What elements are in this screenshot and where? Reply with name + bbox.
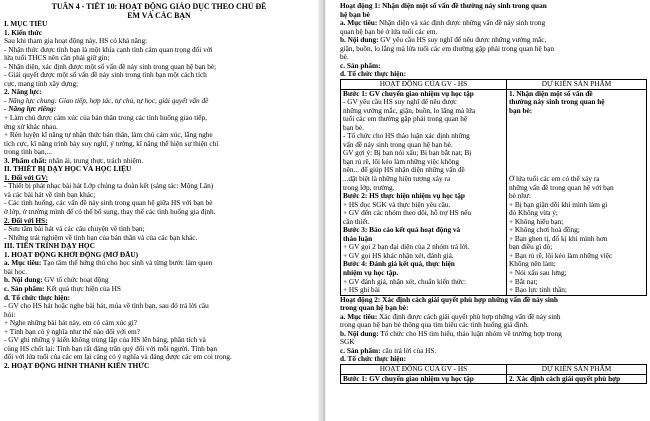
- left-text-line: - Nhận thức được tình bạn là một khía cạnh tình cảm quan trọng đối với: [4, 45, 213, 54]
- activity-step-line: Bước 1: GV chuyển giao nhiệm vụ học tập: [343, 89, 474, 98]
- activity1-text-line: hệ bạn bè: [340, 10, 370, 19]
- product-line: [509, 149, 644, 158]
- left-text-line: cùng HS chốt lại: Tình bạn rất đáng trân quý đối với mỗi người. Tình bạn: [4, 344, 218, 353]
- product-line: + Bị bạn giận dỗi khi mình làm gì: [509, 200, 608, 209]
- table-header-product: DỰ KIẾN SẢN PHẨM: [507, 79, 647, 89]
- activity-step-line: GV gợi ý: Bị bạn nói xấu; Bị bạn bắt nạt; Bị: [343, 149, 472, 158]
- left-text-line: - Sưu tầm bài hát và các câu chuyện về tình bạn;: [4, 225, 145, 234]
- table-header-activity: HOẠT ĐỘNG CỦA GV - HS: [341, 79, 507, 89]
- left-text-line: I. MỤC TIÊU: [4, 20, 48, 28]
- product-line: + Bạn ghen tị, đố kị khi mình hơn: [509, 234, 608, 243]
- activity-1-section: [340, 2, 646, 79]
- activity2-text-line: b. Nội dung: Tổ chức cho HS tìm hiểu, thảo luận nhóm về trường hợp trong: [340, 329, 562, 338]
- activity2-text-line: trong quan hệ bạn bè thông qua tìm hiểu các tình huống giả định.: [340, 321, 529, 330]
- left-text-line: cực, mang tính xây dựng;: [4, 79, 79, 88]
- left-document-page: [0, 0, 318, 421]
- activity2-text-line: SGK: [340, 338, 355, 347]
- activity-step-line: + HS ghi bài: [343, 286, 380, 295]
- left-text-line: Sau khi tham gia hoạt động này, HS có khả năng:: [4, 37, 148, 46]
- product-line: [509, 166, 644, 175]
- left-text-line: ứng xử khác nhau.: [4, 122, 58, 131]
- table2-product-text: 2. Xác định cách giải quyết phù hợp: [509, 374, 621, 383]
- left-text-line: 3. Phẩm chất: nhân ái, trung thực, trách nhiệm.: [4, 156, 144, 165]
- product-line: Không nên làm;: [509, 260, 556, 269]
- product-line: [509, 115, 644, 124]
- lesson-subtitle: EM VÀ CÁC BẠN: [127, 11, 191, 20]
- activity1-text-line: a. Mục tiêu: Nhận diện và xác định được những vấn đề nảy sinh trong: [340, 19, 546, 28]
- product-line: + Bắt nạt;: [509, 277, 538, 286]
- activity2-text-line: a. Mục tiêu: Xác định được cách giải quyết phù hợp những vấn đề nảy sinh: [340, 312, 561, 321]
- left-text-line: d. Tổ chức thực hiện:: [4, 293, 70, 302]
- product-line: 1. Nhận diện một số vấn đề: [509, 89, 593, 98]
- product-line: + Nói xấu sau lưng;: [509, 269, 567, 277]
- left-text-line: - Các tình huống, các vấn đề nảy sinh trong quan hệ giữa HS với bạn bè: [4, 199, 213, 208]
- left-text-line: - Những trải nghiệm về tình bạn của bản thân và của các bạn khác.: [4, 233, 198, 242]
- product-line: [509, 132, 644, 141]
- left-text-line: trong tình bạn,...: [4, 148, 52, 157]
- product-line: + Bạn rủ rê, lôi kéo làm những việc: [509, 251, 613, 260]
- activity-step-line: bạn rủ rê, lôi kéo làm những việc không: [343, 157, 460, 166]
- table2-product-cell: [507, 374, 647, 384]
- activity-step-line: - GV yêu cầu HS suy nghĩ để nêu được: [343, 98, 457, 107]
- left-text-line: + Làm chủ được cảm xúc của bản thân trong các tình huống giao tiếp,: [4, 114, 207, 123]
- product-line: [509, 124, 644, 133]
- product-line: Ở lứa tuổi các em có thể xảy ra: [509, 174, 600, 183]
- product-line: + Không hiểu bạn;: [509, 217, 564, 226]
- left-text-line: 2. Năng lực:: [4, 88, 42, 97]
- activity-step-line: Bước 2: HS thực hiện nhiệm vụ học tập: [343, 192, 465, 201]
- left-text-line: - Giải quyết được một số vấn đề nảy sinh trong tình bạn một cách tích: [4, 71, 207, 80]
- left-text-line: - GV cho HS hát hoặc nghe bài hát, múa về tình bạn, sau đó trả lời câu: [4, 302, 209, 311]
- left-text-line: 2. HOẠT ĐỘNG HÌNH THÀNH KIẾN THỨC: [4, 361, 150, 370]
- activity1-text-line: quan hệ bạn bè ở lứa tuổi các em.: [340, 27, 438, 36]
- left-text-line: 1. Đối với GV:: [4, 173, 49, 182]
- left-text-line: ở lớp, ở trường mình để có thể bổ sung, thay thế các tình huống gia định.: [4, 208, 216, 217]
- left-text-line: 1. HOẠT ĐỘNG KHỞI ĐỘNG (MỞ ĐẦU): [4, 250, 139, 259]
- activity-step-line: Bước 3: Báo cáo kết quả hoạt động và: [343, 226, 461, 235]
- product-line: + Không chơi hoà đồng;: [509, 226, 580, 235]
- table2-header-product: DỰ KIẾN SẢN PHẨM: [507, 365, 647, 375]
- table2-step-1-cell: [341, 374, 507, 384]
- activity2-text-line: trong quan hệ bạn bè:: [340, 304, 409, 313]
- activity-step-line: + GV đến các nhóm theo dõi, hỗ trợ HS nếu: [343, 209, 472, 218]
- left-text-line: bài học.: [4, 267, 27, 276]
- activity-step-line: những vướng mắc, giận, buồn, lo lắng mà lứa: [343, 106, 476, 115]
- left-text-line: b. Nội dung: GV tổ chức hoạt động: [4, 276, 109, 285]
- activity-step-line: thảo luận: [343, 234, 373, 243]
- activity-step-line: tuổi các em thường gặp phải trong quan hệ: [343, 115, 468, 124]
- product-line: những vấn đề trong quan hệ với bạn: [509, 183, 614, 192]
- activity-step-line: + GV đánh giá, nhận xét, chuẩn kiến thức:: [343, 277, 467, 286]
- activity1-text-line: b. Nội dung: GV yêu cầu HS suy nghĩ để nêu được những vướng mắc,: [340, 36, 547, 45]
- activity1-text-line: giận, buồn, lo lắng mà lứa tuổi các em thường gặp phải trong quan hệ bạn: [340, 44, 554, 53]
- activity1-text-line: d. Tổ chức thực hiện:: [340, 70, 406, 79]
- teacher-student-activity-cell: [341, 89, 507, 295]
- left-text-line: - Nhận diện, xác định được một số vấn đề nảy sinh trong quan hệ bạn bè;: [4, 62, 217, 71]
- left-text-line: c. Sản phẩm: Kết quả thực hiện của HS: [4, 284, 121, 293]
- activity1-text-line: c. Sản phẩm:: [340, 61, 381, 70]
- activity-2-section: [340, 296, 646, 364]
- left-text-line: 2. Đối với HS:: [4, 216, 48, 225]
- activity-step-line: + HS đọc SGK và thực hiện yêu cầu.: [343, 200, 451, 209]
- left-text-line: - Năng lực riêng:: [4, 105, 57, 114]
- page-divider: [323, 0, 325, 421]
- table2-header-activity: HOẠT ĐỘNG CỦA GV - HS: [341, 365, 507, 375]
- left-text-line: - GV ghi những ý kiến không trùng lặp của HS lên bảng, phân tích và: [4, 336, 206, 345]
- product-line: [509, 141, 644, 150]
- left-text-line: 1. Kiến thức: [4, 28, 42, 37]
- left-text-line: + Tình bạn có ý nghĩa như thế nào đối với em?: [4, 327, 140, 336]
- left-text-line: + Nghe những bài hát này, em có cảm xúc gì?: [4, 319, 137, 328]
- activity2-text-line: c. Sản phẩm: câu trả lời của HS.: [340, 346, 437, 355]
- activity-step-line: + GV gọi HS khác nhận xét, đánh giá.: [343, 251, 454, 260]
- left-text-line: và các bài hát về tình bạn khác;: [4, 190, 96, 199]
- activity2-text-line: Hoạt động 2: Xác định cách giải quyết phù hợp những vấn đề nảy sinh: [340, 295, 558, 304]
- product-line: [509, 158, 644, 167]
- right-document-page: [326, 0, 650, 421]
- left-text-line: a. Mục tiêu: Tạo tâm thế hứng thú cho học sinh và từng bước làm quen: [4, 259, 213, 268]
- table2-step-1-text: Bước 1: GV chuyển giao nhiệm vụ học tập: [343, 374, 474, 383]
- activity-2-table: [340, 364, 647, 384]
- activity-1-table: [340, 79, 647, 296]
- activity-step-line: trong lớp, trường.: [343, 183, 395, 192]
- activity-step-line: ...dặt biệt là những hiện tượng xảy ra: [343, 174, 451, 183]
- product-line: đó Không vừa ý;: [509, 209, 558, 218]
- product-line: bạn điều gì đó;: [509, 243, 553, 252]
- activity2-text-line: d. Tổ chức thực hiện:: [340, 355, 406, 364]
- left-text-line: lứa tuổi THCS nên cần phải giữ gìn;: [4, 54, 110, 63]
- product-line: + Bạo lực tinh thần;: [509, 286, 567, 295]
- activity-step-line: bạn bè.: [343, 123, 364, 132]
- left-text-line: III. TIẾN TRÌNH DẠY HỌC: [4, 242, 95, 251]
- left-text-line: đối với lứa tuổi của các em lại càng có ý nghĩa và đáng được các em coi trọng.: [4, 353, 232, 362]
- activity-step-line: - Tổ chức cho HS thảo luận xác định những: [343, 132, 470, 141]
- activity-step-line: nhiệm vụ học tập.: [343, 269, 399, 277]
- expected-product-cell: [507, 89, 647, 295]
- left-text-line: + Rèn luyện kĩ năng tự nhận thức bản thân, làm chủ cảm xúc, lắng nghe: [4, 131, 213, 140]
- left-text-line: tích cực, kĩ năng trình bày suy nghĩ, ý tưởng, kĩ năng thể hiện sự thiện chí: [4, 139, 219, 148]
- left-text-line: - Năng lực chung: Giao tiếp, hợp tác, tự chủ, tự học, giải quyết vấn đề: [4, 96, 209, 105]
- activity-step-line: nên... để giúp HS nhận diện những vấn đề: [343, 166, 465, 175]
- left-text-line: II. THIẾT BỊ DẠY HỌC VÀ HỌC LIỆU: [4, 165, 132, 174]
- activity1-text-line: bè.: [340, 53, 349, 62]
- left-page-body: [4, 20, 314, 370]
- product-line: thường nảy sinh trong quan hệ: [509, 98, 605, 107]
- activity-step-line: vấn đề nảy sinh trong quan hệ bạn bè.: [343, 140, 453, 149]
- left-text-line: hỏi:: [4, 310, 16, 319]
- product-line: bè như:: [509, 192, 531, 201]
- lesson-title: TUẦN 4 - TIẾT 10: HOẠT ĐỘNG GIÁO DỤC THEO CHỦ ĐỀ: [51, 2, 267, 11]
- product-line: bạn bè:: [509, 106, 533, 115]
- left-text-line: - Thiết bị phát nhạc bài hát Lớp chúng ta đoàn kết (sáng tác: Mộng Lân): [4, 182, 214, 191]
- activity-step-line: Bước 4: Đánh giá kết quả, thực hiện: [343, 260, 455, 269]
- activity1-text-line: Hoạt động 1: Nhận diện một số vấn đề thường nảy sinh trong quan: [340, 2, 547, 10]
- activity-step-line: cần thiết.: [343, 217, 370, 226]
- activity-step-line: + GV gọi 2 bạn đại diện của 2 nhóm trả lời.: [343, 243, 470, 252]
